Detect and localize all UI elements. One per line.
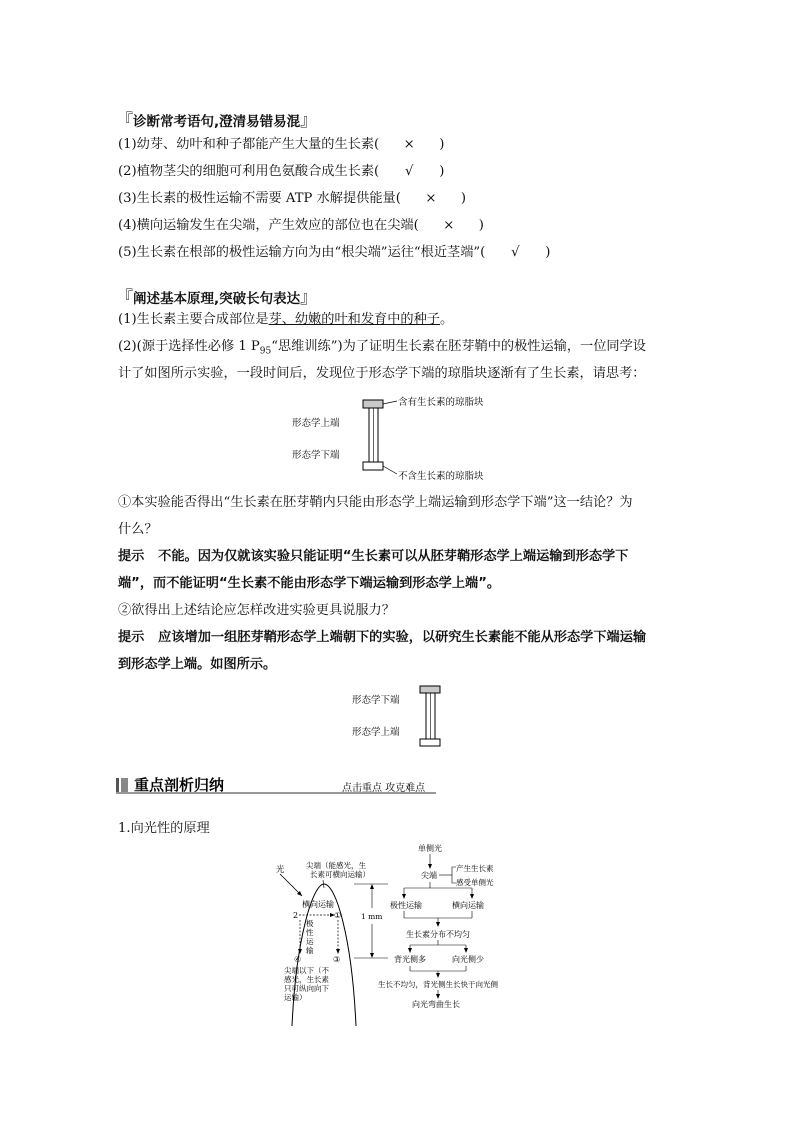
flow-front-less: 向光侧少 [452,955,484,964]
judge-item-4: (4)横向运输发生在尖端，产生效应的部位也在尖端( × ) [118,218,484,233]
experiment-figure-1 [285,392,515,484]
light-label: 光 [276,865,285,875]
flow-growth: 生长不均匀，背光侧生长快于向光侧 [378,980,498,989]
flow-lateral: 横向运输 [452,901,484,910]
flow-sense: 感受单侧光 [456,878,494,887]
question-1: (1)生长素主要合成部位是芽、幼嫩的叶和发育中的种子。 [118,312,454,327]
phototropism-flowchart [376,840,546,1010]
svg-text:运输）: 运输） [284,993,307,1002]
question-2-line-2: 计了如图所示实验，一段时间后，发现位于形态学下端的琼脂块逐渐有了生长素，请思考： [118,366,646,381]
section3-title: 1.向光性的原理 [118,821,210,836]
fig1-upper-label: 形态学上端 [292,418,340,429]
hint-2-line-1: 提示 应该增加一组胚芽鞘形态学上端朝下的实验，以研究生长素能不能从形态学下端运输 [118,630,647,645]
fig2-upper-label: 形态学下端 [352,695,400,706]
svg-text:只可纵向向下: 只可纵向向下 [284,984,329,993]
fig1-top-label: 含有生长素的琼脂块 [398,397,484,408]
num-1: ① [334,911,342,920]
section-banner [116,773,676,795]
num-2: 2 [293,911,299,920]
mm-label: 1 mm [361,912,383,921]
banner-title: 重点剖析归纳 [134,776,225,794]
lateral-label: 横向运输 [302,900,334,909]
svg-text:性: 性 [306,928,314,937]
tip-note-2: 长素可横向运输） [310,870,370,879]
svg-text:运: 运 [306,937,314,946]
sub-question-2: ②欲得出上述结论应怎样改进实验更具说服力？ [118,603,395,618]
judge-item-3: (3)生长素的极性运输不需要 ATP 水解提供能量( × ) [118,191,467,206]
flow-back-more: 背光侧多 [394,955,426,964]
svg-text:尖端以下（不: 尖端以下（不 [284,966,329,975]
hint-label: 提示 [118,630,145,645]
sub-question-1-line-2: 什么？ [118,522,158,537]
answer-mark: × [425,191,437,206]
tip-note-1: 尖端（能感光，生 [306,861,366,870]
hint-label: 提示 [118,549,145,564]
judge-item-1: (1)幼芽、幼叶和种子都能产生大量的生长素( × ) [118,137,445,152]
svg-text:感光，生长素: 感光，生长素 [284,975,329,984]
flow-uneven: 生长素分布不均匀 [406,930,470,939]
hint-2-line-2: 到形态学上端。如图所示。 [118,657,277,672]
sub-question-1-line-1: ①本实验能否得出“生长素在胚芽鞘内只能由形态学上端运输到形态学下端”这一结论？为 [118,495,633,510]
num-3: ③ [333,955,341,964]
section2-heading: 『阐述基本原理,突破长句表达』 [116,288,318,308]
section1-title: 诊断常考语句,澄清易错易混 [133,114,301,130]
flow-single-light: 单侧光 [418,844,442,853]
flow-produce: 产生生长素 [456,864,494,873]
fig2-lower-label: 形态学上端 [352,727,400,738]
answer-mark: × [443,218,455,233]
flow-polar: 极性运输 [390,901,422,910]
agar-block-bottom [420,739,440,746]
banner-right: 点击重点 攻克难点 [342,783,426,794]
svg-text:极: 极 [306,919,314,928]
agar-block-top [363,400,383,408]
agar-block-bottom [363,462,383,470]
hint-1-line-2: 端”，而不能证明“生长素不能由形态学下端运输到形态学上端”。 [118,576,501,591]
flow-tip: 尖端 [421,871,437,880]
coleoptile-diagram [268,858,393,1030]
flow-result: 向光弯曲生长 [412,1000,460,1009]
fig1-lower-label: 形态学下端 [292,450,340,461]
svg-text:输: 输 [306,946,314,955]
question-1-answer: 芽、幼嫩的叶和发育中的种子 [268,312,440,327]
answer-mark: × [403,137,415,152]
judge-item-2: (2)植物茎尖的细胞可利用色氨酸合成生长素( √ ) [118,164,445,179]
answer-mark: √ [511,245,520,260]
question-2-line-1: (2)(源于选择性必修 1 $P_{95}“$思维训练”)为了证明生长素在胚芽鞘中的极性运输，一位同学设 [118,339,646,357]
judge-item-5: (5)生长素在根部的极性运输方向为由“根尖端”运往“根近茎端”( √ ) [118,245,551,260]
num-4: ④ [294,955,302,964]
section1-heading: 『诊断常考语句,澄清易错易混』 [116,111,318,131]
section2-title: 阐述基本原理,突破长句表达 [133,291,301,307]
answer-mark: √ [405,164,414,179]
agar-block-top [420,686,440,693]
experiment-figure-2 [345,683,465,749]
hint-1-line-1: 提示 不能。因为仅就该实验只能证明“生长素可以从胚芽鞘形态学上端运输到形态学下 [118,549,629,564]
fig1-bottom-label: 不含生长素的琼脂块 [398,471,484,482]
